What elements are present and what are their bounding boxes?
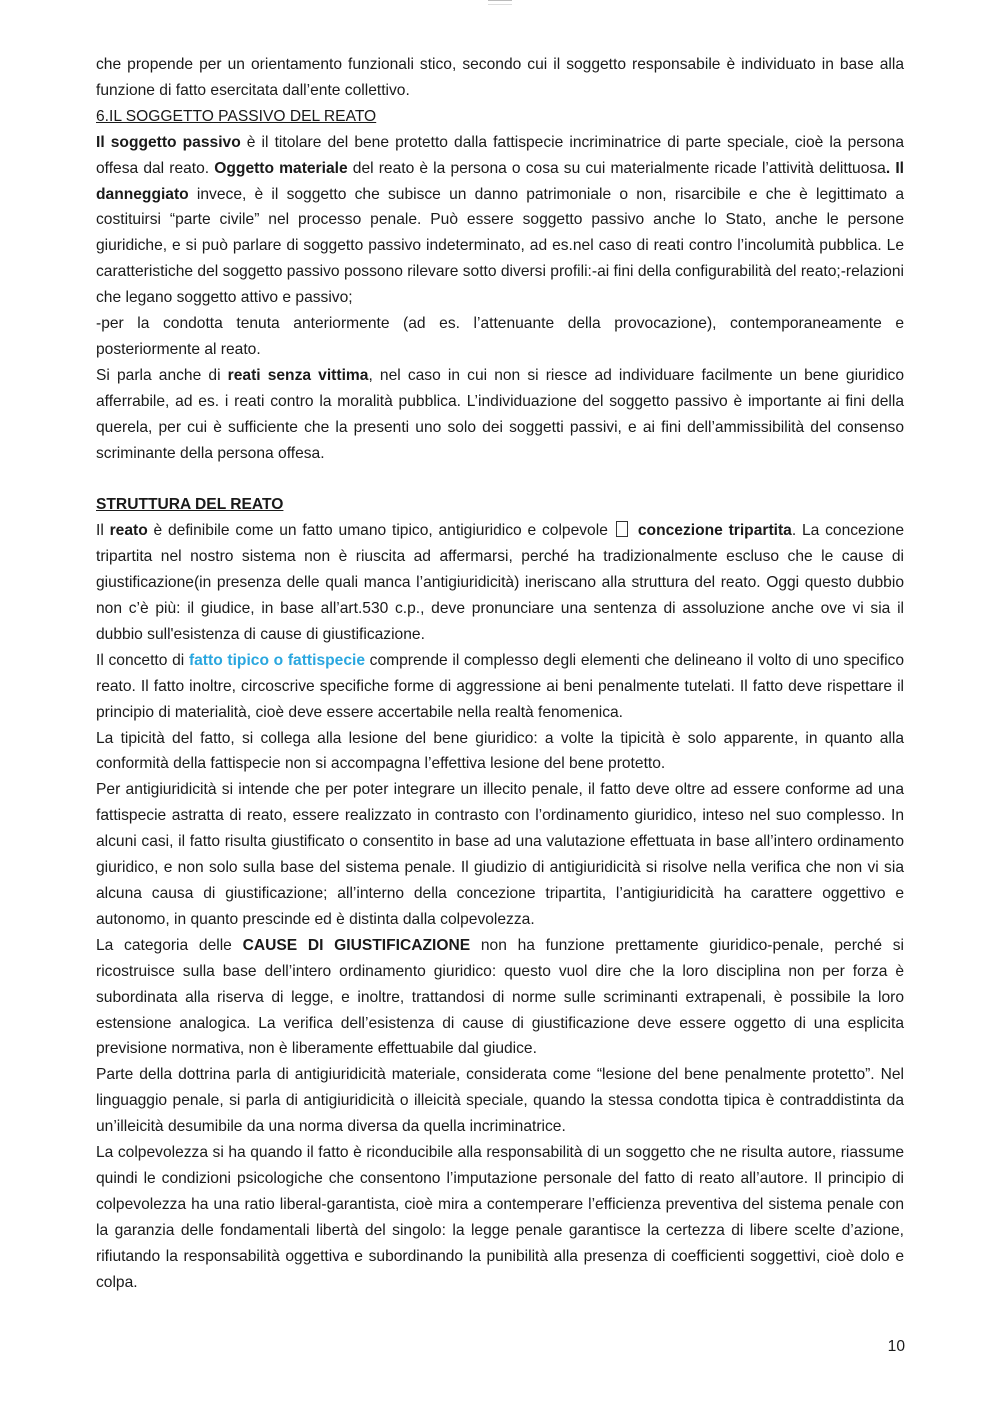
document-body — [96, 52, 904, 1295]
paragraph-antigiuridicita-materiale: Parte della dottrina parla di antigiuridicità materiale, considerata come “lesione del bene penalmente protetto”. Nel linguaggio penale, si parla di antigiuridicità o illeicità speciale, quando la stessa condotta tipica è contraddistinta da un’illeicità desumibile da una norma diversa da quella incriminatrice. — [96, 1066, 904, 1136]
paragraph-reati-senza-vittima: Si parla anche di reati senza vittima, nel caso in cui non si riesce ad individuare facilmente un bene giuridico afferrabile, ad es. i reati contro la moralità pubblica. L’individuazione del soggetto passivo è importante ai fini della querela, per cui è sufficiente che la presenti uno solo dei soggetti passivi, e ai fini dell’ammissibilità del consenso scriminante della persona offesa. — [96, 366, 904, 462]
missing-glyph-icon — [616, 521, 628, 537]
blank-line — [96, 467, 904, 493]
paragraph-tipicita: La tipicità del fatto, si collega alla lesione del bene giuridico: a volte la tipicità è solo apparente, in quanto alla conformità della fattispecie non si accompagna l’effettiva lesione del bene protetto. — [96, 729, 904, 773]
section-heading-struttura: STRUTTURA DEL REATO — [96, 496, 284, 514]
paragraph-intro: che propende per un orientamento funzionali stico, secondo cui il soggetto responsabile è individuato in base alla funzione di fatto esercitata dall’ente collettivo. — [96, 56, 904, 99]
paragraph-colpevolezza: La colpevolezza si ha quando il fatto è riconducibile alla responsabilità di un soggetto che ne risulta autore, riassume quindi le condizioni psicologiche che consentono l’imputazione personale del fatto di reato all’autore. Il principio di colpevolezza ha una ratio liberal-garantista, cioè mira a contemperare l’efficienza preventiva del sistema penale con la garanzia delle fondamentali libertà del singolo: la legge penale garantisce la certezza di libere scelte d’azione, rifiutando la responsabilità oggettiva e subordinando la punibilità alla presenza di coefficienti soggettivi, cioè dolo e colpa. — [96, 1144, 904, 1291]
section-heading-soggetto-passivo: 6.IL SOGGETTO PASSIVO DEL REATO — [96, 107, 377, 125]
paragraph-cause-giustificazione: La categoria delle CAUSE DI GIUSTIFICAZIONE non ha funzione prettamente giuridico-penale, perché si ricostruisce sulla base dell’intero ordinamento giuridico: questo vuol dire che la loro disciplina non per forza è subordinata alla riserva di legge, e inoltre, trattandosi di norme sulle scriminanti extrapenali, è possibile la loro estensione analogica. La verifica dell’esistenza di cause di giustificazione deve essere oggetto di una esplicita previsione normativa, non è liberamente effettuabile dal giudice. — [96, 936, 904, 1058]
paragraph-soggetto-passivo: Il soggetto passivo è il titolare del bene protetto dalla fattispecie incriminatrice di parte speciale, cioè la persona offesa dal reato. Oggetto materiale del reato è la persona o cosa su cui materialmente ricade l’attività delittuosa. Il danneggiato invece, è il soggetto che subisce un danno patrimoniale o non, risarcibile e che è legittimato a costituirsi “parte civile” nel processo penale. Può essere soggetto passivo anche lo Stato, anche le persone giuridiche, e si può parlare di soggetto passivo indeterminato, ad es.nel caso di reati contro l’incolumità pubblica. Le caratteristiche del soggetto passivo possono rilevare sotto diversi profili:-ai fini della configurabilità del reato;-relazioni che legano soggetto attivo e passivo; — [96, 133, 904, 307]
paragraph-antigiuridicita: Per antigiuridicità si intende che per poter integrare un illecito penale, il fatto deve oltre ad essere conforme ad una fattispecie astratta di reato, essere realizzato in contrasto con l’ordinamento giuridico, inteso nel suo complesso. In alcuni casi, il fatto risulta giustificato o consentito in base ad una valutazione effettuata in base all’intero ordinamento giuridico, e non solo sulla base del sistema penale. Il giudizio di antigiuridicità si risolve nella verifica che non vi sia alcuna causa di giustificazione; all’interno della concezione tripartita, l’antigiuridicità ha carattere oggettivo e autonomo, in quanto prescinde ed è distinta dalla colpevolezza. — [96, 781, 904, 928]
term-fatto-tipico: fatto tipico o fattispecie — [188, 651, 365, 669]
paragraph-fatto-tipico: Il concetto di fatto tipico o fattispecie comprende il complesso degli elementi che delineano il volto di uno specifico reato. Il fatto inoltre, circoscrive specifiche forme di aggressione ai beni penalmente tutelati. Il fatto deve rispettare il principio di materialità, cioè deve essere accertabile nella realtà fenomenica. — [96, 651, 905, 721]
page-number: 10 — [887, 1338, 905, 1355]
paragraph-reato-definizione: Il reato è definibile come un fatto umano tipico, antigiuridico e colpevole concezione tripartita. La concezione tripartita nel nostro sistema non è riuscita ad affermarsi, perché ha tradizionalmente escluso che le cause di giustificazione(in presenza delle quali manca l’antigiuridicità) ineriscano alla struttura del reato. Oggi questo dubbio non c’è più: il giudice, in base all’art.530 c.p., deve pronunciare una sentenza di assoluzione anche ove vi sia il dubbio sull'esistenza di cause di giustificazione. — [96, 522, 904, 643]
paragraph-condotta: -per la condotta tenuta anteriormente (ad es. l’attenuante della provocazione), contemporaneamente e posteriormente al reato. — [96, 315, 904, 358]
header-mark — [488, 0, 512, 5]
